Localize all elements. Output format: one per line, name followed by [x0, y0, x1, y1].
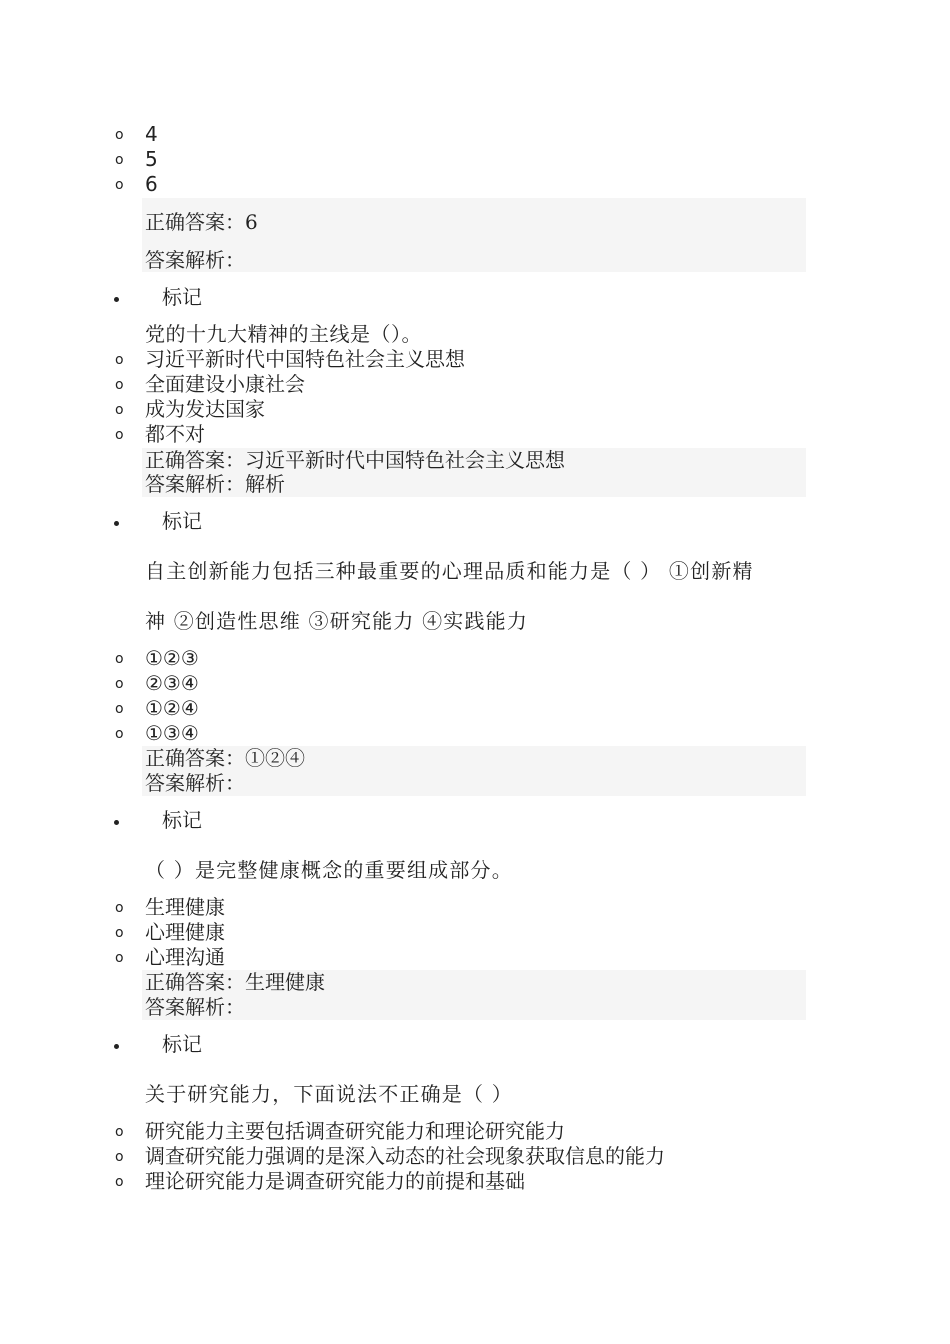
- option-text: 调查研究能力强调的是深入动态的社会现象获取信息的能力: [145, 1144, 665, 1168]
- option-text: 全面建设小康社会: [145, 372, 305, 396]
- option-text: 习近平新时代中国特色社会主义思想: [145, 347, 465, 371]
- option-text: 心理健康: [145, 920, 225, 944]
- question-text: （ ）是完整健康概念的重要组成部分。: [145, 858, 513, 882]
- correct-answer: 正确答案：习近平新时代中国特色社会主义思想: [145, 448, 565, 472]
- option-text: ①②③: [145, 646, 199, 670]
- option-text: 都不对: [145, 422, 205, 446]
- correct-answer: 正确答案：①②④: [145, 746, 305, 770]
- mark-bullet: [114, 820, 119, 825]
- option-text: ②③④: [145, 671, 199, 695]
- option-bullet: o: [115, 950, 124, 966]
- option-bullet: o: [115, 1124, 124, 1140]
- mark-label[interactable]: 标记: [162, 285, 202, 309]
- mark-bullet: [114, 521, 119, 526]
- question-text-line2: 神 ②创造性思维 ③研究能力 ④实践能力: [145, 609, 529, 633]
- option-text: 6: [145, 172, 158, 196]
- option-text: ①②④: [145, 696, 199, 720]
- mark-label[interactable]: 标记: [162, 808, 202, 832]
- option-bullet: o: [115, 177, 124, 193]
- answer-analysis: 答案解析：解析: [145, 472, 285, 496]
- option-text: 理论研究能力是调查研究能力的前提和基础: [145, 1169, 525, 1193]
- mark-bullet: [114, 1044, 119, 1049]
- option-bullet: o: [115, 127, 124, 143]
- option-bullet: o: [115, 701, 124, 717]
- option-bullet: o: [115, 726, 124, 742]
- option-bullet: o: [115, 676, 124, 692]
- option-bullet: o: [115, 925, 124, 941]
- mark-label[interactable]: 标记: [162, 1032, 202, 1056]
- question-text: 关于研究能力，下面说法不正确是（ ）: [145, 1082, 513, 1106]
- option-bullet: o: [115, 377, 124, 393]
- question-text: 党的十九大精神的主线是（）。: [145, 322, 422, 346]
- option-bullet: o: [115, 1174, 124, 1190]
- option-bullet: o: [115, 900, 124, 916]
- option-bullet: o: [115, 1149, 124, 1165]
- correct-answer: 正确答案：6: [145, 210, 258, 234]
- option-text: 4: [145, 122, 158, 146]
- option-bullet: o: [115, 152, 124, 168]
- answer-analysis: 答案解析：: [145, 995, 245, 1019]
- correct-answer: 正确答案：生理健康: [145, 970, 325, 994]
- option-text: 研究能力主要包括调查研究能力和理论研究能力: [145, 1119, 565, 1143]
- option-text: 5: [145, 147, 158, 171]
- option-text: 生理健康: [145, 895, 225, 919]
- option-bullet: o: [115, 402, 124, 418]
- option-text: 成为发达国家: [145, 397, 265, 421]
- answer-analysis: 答案解析：: [145, 771, 245, 795]
- mark-label[interactable]: 标记: [162, 509, 202, 533]
- answer-analysis: 答案解析：: [145, 248, 245, 272]
- option-bullet: o: [115, 651, 124, 667]
- question-text-line1: 自主创新能力包括三种最重要的心理品质和能力是（ ） ①创新精: [145, 559, 754, 583]
- option-text: 心理沟通: [145, 945, 225, 969]
- option-bullet: o: [115, 352, 124, 368]
- mark-bullet: [114, 297, 119, 302]
- option-text: ①③④: [145, 721, 199, 745]
- option-bullet: o: [115, 427, 124, 443]
